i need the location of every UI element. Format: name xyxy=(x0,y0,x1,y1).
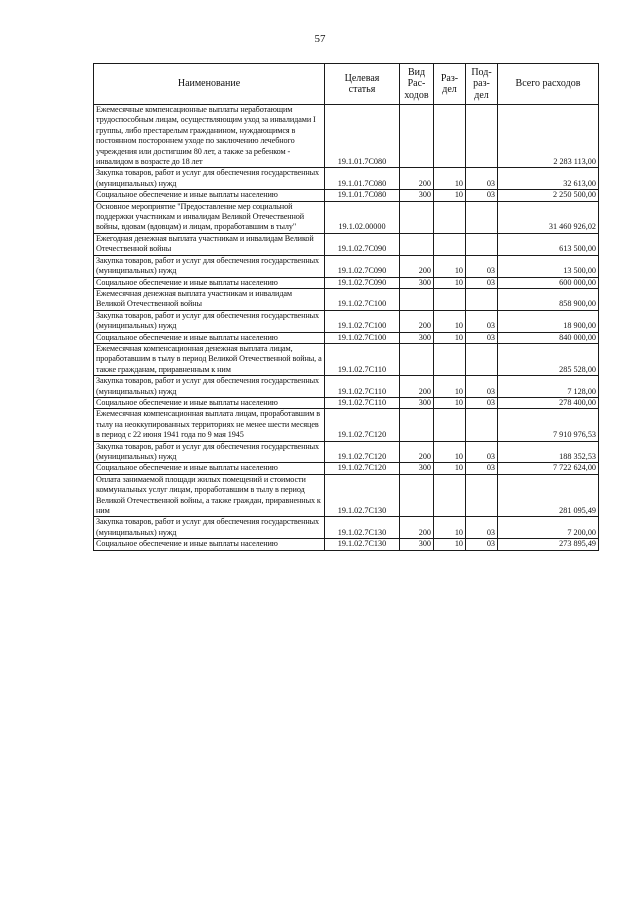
cell-subsection: 03 xyxy=(466,441,498,463)
cell-section xyxy=(434,105,466,168)
table-row xyxy=(94,233,599,255)
cell-target: 19.1.02.7С130 xyxy=(325,517,400,539)
cell-name: Закупка товаров, работ и услуг для обеспечения государственных (муниципальных) нужд xyxy=(94,376,325,398)
cell-section: 10 xyxy=(434,168,466,190)
cell-total: 7 722 624,00 xyxy=(498,463,599,474)
cell-name: Социальное обеспечение и иные выплаты населению xyxy=(94,190,325,201)
table-row xyxy=(94,517,599,539)
cell-kind: 200 xyxy=(400,376,434,398)
cell-total: 32 613,00 xyxy=(498,168,599,190)
cell-target: 19.1.02.7С130 xyxy=(325,539,400,550)
cell-section: 10 xyxy=(434,376,466,398)
cell-target: 19.1.02.7С100 xyxy=(325,288,400,310)
cell-total: 7 910 976,53 xyxy=(498,409,599,441)
cell-section: 10 xyxy=(434,397,466,408)
budget-table xyxy=(93,63,599,551)
cell-target: 19.1.02.7С110 xyxy=(325,343,400,375)
cell-target: 19.1.02.00000 xyxy=(325,201,400,233)
cell-name: Социальное обеспечение и иные выплаты населению xyxy=(94,539,325,550)
cell-total: 613 500,00 xyxy=(498,233,599,255)
cell-kind xyxy=(400,233,434,255)
cell-name: Социальное обеспечение и иные выплаты населению xyxy=(94,332,325,343)
cell-total: 858 900,00 xyxy=(498,288,599,310)
cell-kind xyxy=(400,201,434,233)
cell-total: 281 095,49 xyxy=(498,474,599,517)
cell-subsection: 03 xyxy=(466,332,498,343)
cell-total: 278 400,00 xyxy=(498,397,599,408)
cell-target: 19.1.02.7С120 xyxy=(325,463,400,474)
cell-kind: 300 xyxy=(400,539,434,550)
cell-kind: 200 xyxy=(400,310,434,332)
cell-target: 19.1.01.7С080 xyxy=(325,105,400,168)
cell-section: 10 xyxy=(434,277,466,288)
page-number: 57 xyxy=(314,33,326,45)
cell-section: 10 xyxy=(434,441,466,463)
cell-total: 840 000,00 xyxy=(498,332,599,343)
cell-total: 13 500,00 xyxy=(498,255,599,277)
cell-target: 19.1.01.7С080 xyxy=(325,190,400,201)
table-row xyxy=(94,441,599,463)
header-total: Всего расходов xyxy=(498,64,599,105)
cell-name: Социальное обеспечение и иные выплаты населению xyxy=(94,397,325,408)
cell-name: Закупка товаров, работ и услуг для обеспечения государственных (муниципальных) нужд xyxy=(94,168,325,190)
cell-name: Ежегодная денежная выплата участникам и инвалидам Великой Отечественной войны xyxy=(94,233,325,255)
table-row xyxy=(94,168,599,190)
cell-kind: 200 xyxy=(400,255,434,277)
cell-target: 19.1.02.7С110 xyxy=(325,397,400,408)
cell-name: Основное мероприятие "Предоставление мер социальной поддержки участникам и инвалидам Великой Отечественной войны, вдовам (вдовцам) и лицам, проработавшим в тылу" xyxy=(94,201,325,233)
cell-subsection: 03 xyxy=(466,168,498,190)
table-row xyxy=(94,255,599,277)
cell-kind: 200 xyxy=(400,168,434,190)
cell-kind xyxy=(400,288,434,310)
cell-section xyxy=(434,233,466,255)
cell-total: 7 128,00 xyxy=(498,376,599,398)
table-row xyxy=(94,105,599,168)
cell-subsection: 03 xyxy=(466,397,498,408)
cell-subsection: 03 xyxy=(466,310,498,332)
cell-subsection xyxy=(466,474,498,517)
header-section: Раз- дел xyxy=(434,64,466,105)
table-row xyxy=(94,474,599,517)
cell-name: Закупка товаров, работ и услуг для обеспечения государственных (муниципальных) нужд xyxy=(94,255,325,277)
table-row xyxy=(94,343,599,375)
cell-total: 188 352,53 xyxy=(498,441,599,463)
cell-section xyxy=(434,201,466,233)
cell-target: 19.1.02.7С130 xyxy=(325,474,400,517)
cell-subsection: 03 xyxy=(466,277,498,288)
table-row xyxy=(94,463,599,474)
table-row xyxy=(94,190,599,201)
cell-target: 19.1.02.7С090 xyxy=(325,233,400,255)
cell-subsection xyxy=(466,105,498,168)
cell-subsection xyxy=(466,233,498,255)
cell-subsection xyxy=(466,409,498,441)
cell-subsection: 03 xyxy=(466,376,498,398)
cell-target: 19.1.02.7С090 xyxy=(325,277,400,288)
cell-section: 10 xyxy=(434,517,466,539)
cell-total: 273 895,49 xyxy=(498,539,599,550)
cell-target: 19.1.02.7С110 xyxy=(325,376,400,398)
cell-subsection: 03 xyxy=(466,539,498,550)
cell-kind: 300 xyxy=(400,277,434,288)
cell-section: 10 xyxy=(434,190,466,201)
cell-name: Закупка товаров, работ и услуг для обеспечения государственных (муниципальных) нужд xyxy=(94,517,325,539)
cell-kind xyxy=(400,474,434,517)
cell-subsection: 03 xyxy=(466,463,498,474)
cell-name: Социальное обеспечение и иные выплаты населению xyxy=(94,463,325,474)
table-row xyxy=(94,332,599,343)
table-row xyxy=(94,288,599,310)
cell-total: 2 283 113,00 xyxy=(498,105,599,168)
cell-name: Ежемесячная денежная выплата участникам и инвалидам Великой Отечественной войны xyxy=(94,288,325,310)
cell-target: 19.1.01.7С080 xyxy=(325,168,400,190)
cell-section: 10 xyxy=(434,332,466,343)
cell-name: Оплата занимаемой площади жилых помещений и стоимости коммунальных услуг лицам, проработавшим в тылу в период Великой Отечественной войны, а также граждан, приравненных к ним xyxy=(94,474,325,517)
cell-subsection xyxy=(466,201,498,233)
header-target: Целевая статья xyxy=(325,64,400,105)
cell-target: 19.1.02.7С100 xyxy=(325,332,400,343)
cell-subsection: 03 xyxy=(466,190,498,201)
cell-kind: 300 xyxy=(400,332,434,343)
cell-section xyxy=(434,409,466,441)
table-row xyxy=(94,376,599,398)
cell-section xyxy=(434,288,466,310)
table-row xyxy=(94,201,599,233)
cell-name: Закупка товаров, работ и услуг для обеспечения государственных (муниципальных) нужд xyxy=(94,441,325,463)
cell-kind xyxy=(400,343,434,375)
table-row xyxy=(94,539,599,550)
cell-subsection: 03 xyxy=(466,255,498,277)
cell-section: 10 xyxy=(434,539,466,550)
cell-section xyxy=(434,343,466,375)
cell-target: 19.1.02.7С090 xyxy=(325,255,400,277)
header-row xyxy=(94,64,599,105)
cell-kind: 200 xyxy=(400,517,434,539)
cell-total: 7 200,00 xyxy=(498,517,599,539)
cell-section: 10 xyxy=(434,255,466,277)
cell-name: Социальное обеспечение и иные выплаты населению xyxy=(94,277,325,288)
table-row xyxy=(94,310,599,332)
cell-subsection xyxy=(466,288,498,310)
cell-name: Закупка товаров, работ и услуг для обеспечения государственных (муниципальных) нужд xyxy=(94,310,325,332)
cell-subsection: 03 xyxy=(466,517,498,539)
cell-section xyxy=(434,474,466,517)
cell-kind xyxy=(400,105,434,168)
cell-target: 19.1.02.7С120 xyxy=(325,441,400,463)
cell-total: 18 900,00 xyxy=(498,310,599,332)
header-subsection: Под- раз- дел xyxy=(466,64,498,105)
cell-subsection xyxy=(466,343,498,375)
cell-target: 19.1.02.7С100 xyxy=(325,310,400,332)
cell-target: 19.1.02.7С120 xyxy=(325,409,400,441)
cell-kind: 300 xyxy=(400,463,434,474)
cell-name: Ежемесячные компенсационные выплаты неработающим трудоспособным лицам, осуществляющим уход за инвалидами I группы, либо престарелым гражданином, нуждающимся в постоянном постороннем уходе по заключению лечебного учреждения или достигшим 80 лет, а также за ребенком - инвалидом в возрасте до 18 лет xyxy=(94,105,325,168)
cell-kind: 200 xyxy=(400,441,434,463)
header-name: Наименование xyxy=(94,64,325,105)
cell-total: 2 250 500,00 xyxy=(498,190,599,201)
cell-total: 285 528,00 xyxy=(498,343,599,375)
cell-total: 31 460 926,02 xyxy=(498,201,599,233)
table-row xyxy=(94,277,599,288)
cell-kind: 300 xyxy=(400,397,434,408)
cell-section: 10 xyxy=(434,463,466,474)
cell-total: 600 000,00 xyxy=(498,277,599,288)
header-kind: Вид Рас- ходов xyxy=(400,64,434,105)
cell-kind: 300 xyxy=(400,190,434,201)
cell-kind xyxy=(400,409,434,441)
cell-section: 10 xyxy=(434,310,466,332)
table-row xyxy=(94,409,599,441)
cell-name: Ежемесячная компенсационная денежная выплата лицам, проработавшим в тылу в период Великой Отечественной войны, а также гражданам, приравненным к ним xyxy=(94,343,325,375)
cell-name: Ежемесячная компенсационная выплата лицам, проработавшим в тылу на неоккупированных территориях не менее шести месяцев в период с 22 июня 1941 года по 9 мая 1945 xyxy=(94,409,325,441)
table-row xyxy=(94,397,599,408)
